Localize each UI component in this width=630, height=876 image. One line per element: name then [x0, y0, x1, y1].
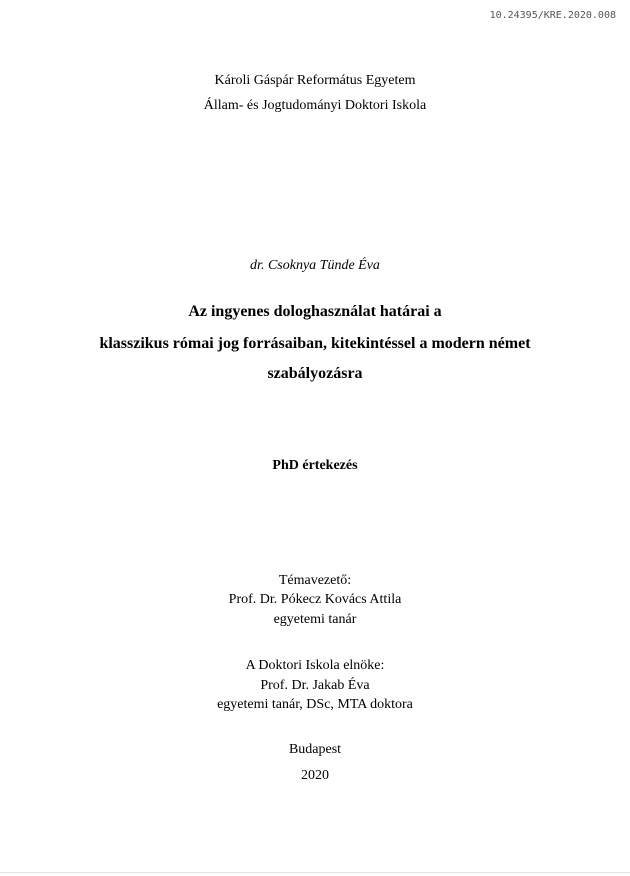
university-name: Károli Gáspár Református Egyetem — [214, 73, 416, 88]
chair-position: egyetemi tanár, DSc, MTA doktora — [217, 697, 413, 712]
supervisor-label: Témavezető: — [278, 573, 352, 588]
doi-identifier: 10.24395/KRE.2020.008 — [489, 10, 616, 21]
chair-name: Prof. Dr. Jakab Éva — [260, 678, 370, 693]
author-name: dr. Csoknya Tünde Éva — [250, 258, 380, 273]
supervisor-position: egyetemi tanár — [273, 612, 357, 627]
doctoral-school-name: Állam- és Jogtudományi Doktori Iskola — [203, 98, 427, 113]
title-line-1: Az ingyenes dologhasználat határai a — [188, 303, 442, 320]
title-line-3: szabályozásra — [267, 365, 363, 382]
supervisor-name: Prof. Dr. Pókecz Kovács Attila — [228, 592, 402, 607]
chair-label: A Doktori Iskola elnöke: — [245, 658, 385, 673]
title-line-2: klasszikus római jog forrásaiban, kitekintéssel a modern német — [99, 335, 531, 352]
page-bottom-edge — [0, 872, 630, 873]
place: Budapest — [288, 742, 342, 757]
document-type: PhD értekezés — [272, 458, 358, 473]
year: 2020 — [301, 768, 329, 783]
